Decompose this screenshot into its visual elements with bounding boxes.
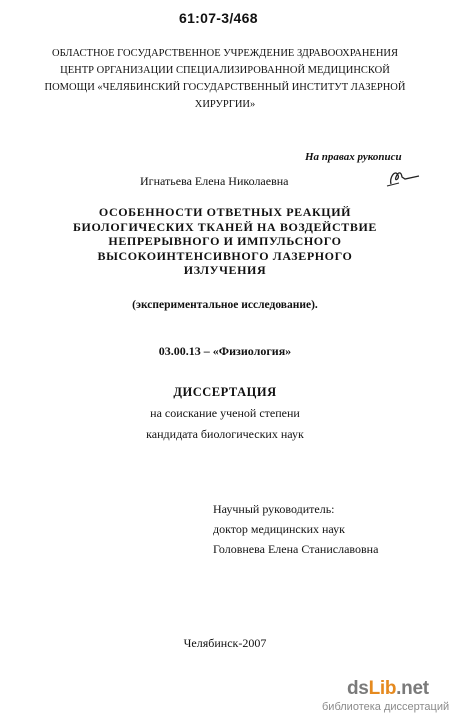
signature-mark	[385, 166, 421, 188]
title-line-5: ИЗЛУЧЕНИЯ	[183, 263, 267, 277]
watermark-logo-part: ds	[347, 678, 369, 699]
watermark-logo	[347, 678, 429, 700]
organization-line-1: ОБЛАСТНОЕ ГОСУДАРСТВЕННОЕ УЧРЕЖДЕНИЕ ЗДРАВООХРАНЕНИЯ	[52, 48, 398, 59]
degree-purpose: на соискание ученой степени	[150, 406, 300, 420]
title-line-3: НЕПРЕРЫВНОГО И ИМПУЛЬСНОГО	[108, 234, 342, 248]
degree-name: кандидата биологических наук	[146, 427, 304, 441]
supervisor-name: Головнева Елена Станиславовна	[213, 542, 379, 556]
dissertation-title	[0, 205, 450, 278]
dissertation-heading: ДИССЕРТАЦИЯ	[173, 385, 277, 399]
author-name: Игнатьева Елена Николаевна	[140, 174, 289, 188]
organization-line-2: ЦЕНТР ОРГАНИЗАЦИИ СПЕЦИАЛИЗИРОВАННОЙ МЕДИЦИНСКОЙ	[60, 65, 390, 76]
watermark-logo-part: net	[401, 678, 429, 699]
title-line-1: ОСОБЕННОСТИ ОТВЕТНЫХ РЕАКЦИЙ	[98, 205, 352, 219]
document-code: 61:07-3/468	[179, 10, 258, 26]
watermark-tagline: библиотека диссертаций	[322, 701, 450, 713]
supervisor-rank: доктор медицинских наук	[213, 522, 345, 536]
specialty-code: 03.00.13 – «Физиология»	[158, 344, 292, 358]
rights-note: На правах рукописи	[305, 151, 402, 163]
supervisor-label: Научный руководитель:	[213, 502, 335, 516]
title-line-2: БИОЛОГИЧЕСКИХ ТКАНЕЙ НА ВОЗДЕЙСТВИЕ	[72, 219, 377, 234]
title-line-4: ВЫСОКОИНТЕНСИВНОГО ЛАЗЕРНОГО	[97, 248, 353, 263]
watermark-logo-part: .	[396, 678, 402, 699]
organization-line-3: ПОМОЩИ «ЧЕЛЯБИНСКИЙ ГОСУДАРСТВЕННЫЙ ИНСТИТУТ ЛАЗЕРНОЙ	[44, 82, 406, 93]
city-year: Челябинск-2007	[183, 636, 267, 650]
watermark-logo-part: Lib	[368, 678, 397, 699]
organization-line-4: ХИРУРГИИ»	[194, 99, 256, 110]
title-subtitle: (экспериментальное исследование).	[132, 299, 318, 311]
